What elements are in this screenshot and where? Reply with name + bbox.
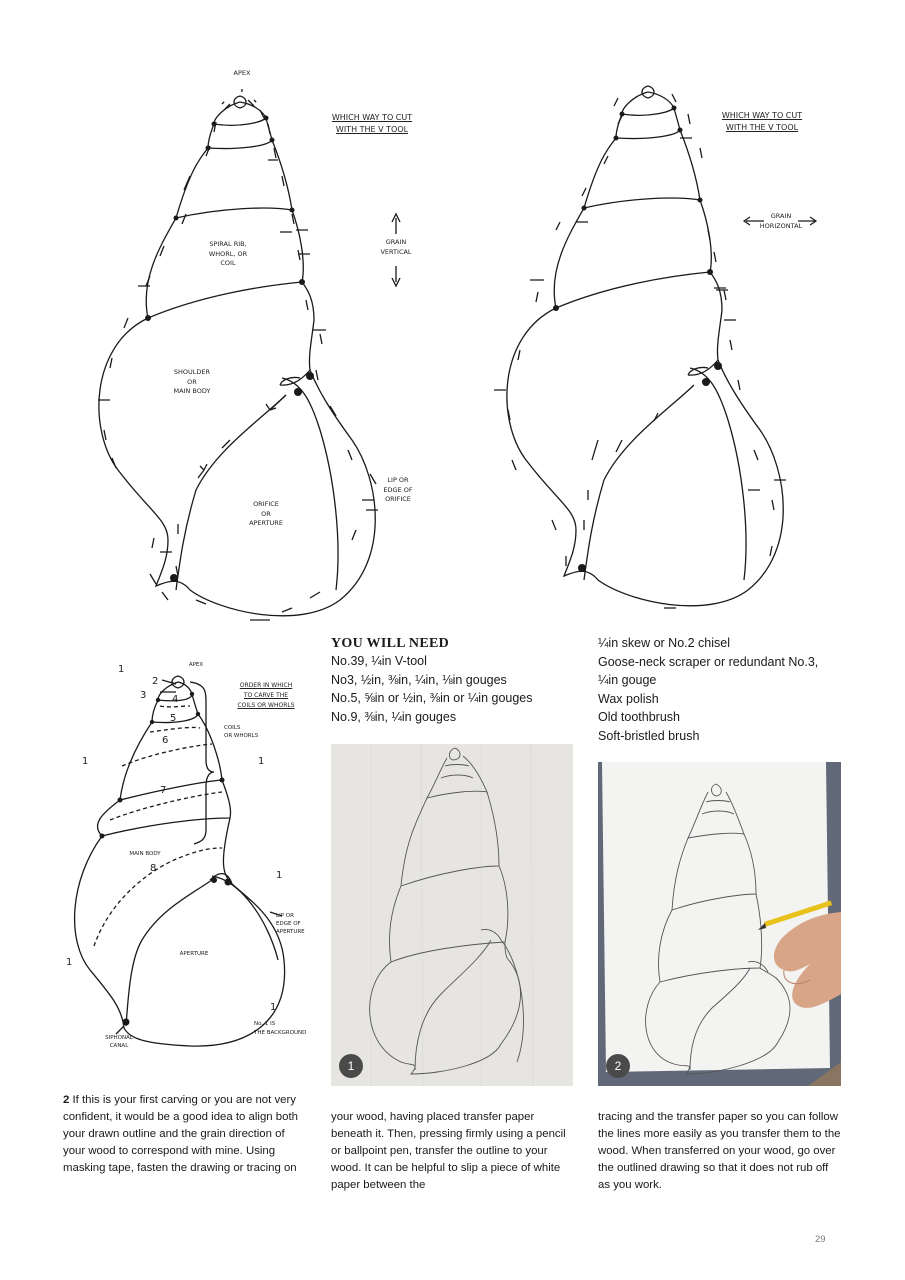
body-text-1: If this is your first carving or you are not very confident, it would be a good idea to align both your drawn outline and the grain direction of your wood to correspond with mine. Using masking tape, fasten the drawing or tracing on [63,1094,298,1174]
label-lip-orifice [376,476,420,505]
tool-item: No.5, ⅝in or ½in, ⅜in or ¼in gouges [331,691,533,705]
order-number: 8 [150,863,157,874]
label-apex-3: APEX [188,662,204,668]
you-will-need-heading: YOU WILL NEED [331,636,450,651]
spiral-line-1: SPIRAL RIB, [209,240,247,248]
order-number: 1 [82,756,89,767]
order-number: 1 [118,664,125,675]
orifice-line-1: ORIFICE [253,500,279,508]
lip-line-1: LIP OR [387,476,409,484]
grain2-line-1: GRAIN [770,212,792,220]
shoulder-line-3: MAIN BODY [173,387,211,395]
tool-item: Goose-neck scraper or redundant No.3, [598,654,819,669]
lip3-line-3: APERTURE [276,929,305,935]
lip3-line-2: EDGE OF [276,921,301,927]
body-text-column-2: your wood, having placed transfer paper beneath it. Then, pressing firmly using a pencil or ballpoint pen, transfer the outline to your wood. It can be helpful to slip a piece of white paper between the [331,1111,566,1191]
shoulder-line-1: SHOULDER [173,368,211,376]
order-number: 1 [270,1002,277,1013]
order-number: 1 [66,957,73,968]
tool-item: Old toothbrush [598,710,680,724]
order-line-3: COILS OR WHORLS [237,702,295,709]
lip-line-3: ORIFICE [385,495,411,503]
lip-line-2: EDGE OF [383,485,413,494]
label-grain-horizontal [756,212,806,231]
label-coils [224,724,264,740]
step-number: 2 [63,1094,70,1106]
title-line-2: WITH THE V TOOL [335,125,409,134]
order-line-1: ORDER IN WHICH [239,682,293,689]
title2-line-2: WITH THE V TOOL [725,123,799,132]
order-number: 1 [276,870,283,881]
lip3-line-1: LIP OR [276,913,294,919]
order-line-2: TO CARVE THE [243,692,289,699]
order-number: 3 [140,690,147,701]
photo-tracing-with-pencil [598,762,841,1086]
label-background [254,1020,310,1038]
photo-1-illustration [331,744,573,1086]
shell-outline-horizontal-grain [494,86,786,608]
grain-line-1: GRAIN [385,238,407,246]
order-number: 5 [170,713,177,724]
shoulder-line-2: OR [187,377,197,386]
tool-item: No3, ½in, ⅜in, ¼in, ⅛in gouges [331,672,507,687]
tools-list-left [331,652,533,726]
coils-line-1: COILS [224,725,241,731]
tool-item: Wax polish [598,691,659,706]
title2-line-1: WHICH WAY TO CUT [721,111,803,120]
tool-item: No.39, ¼in V-tool [331,654,427,668]
orifice-line-2: OR [261,509,271,518]
grain2-line-2: HORIZONTAL [759,221,803,230]
tool-item: Soft-bristled brush [598,728,700,743]
tool-item: ¼in gouge [598,673,657,687]
photo-2-badge: 2 [606,1054,630,1078]
photo-1-badge: 1 [339,1054,363,1078]
page-number: 29 [815,1234,826,1245]
coils-line-2: OR WHORLS [224,733,259,739]
shell-outline-cut-direction [98,86,400,620]
bg-line-2: THE BACKGROUND [254,1030,307,1036]
label-order [234,681,298,711]
order-number: 4 [172,694,179,705]
body-text-column-1 [63,1092,299,1177]
tools-list-right [598,634,818,745]
spiral-line-2: WHORL, OR [208,249,248,258]
bg-line-1: No. 1 IS [254,1021,276,1027]
tool-item: No.9, ⅜in, ¼in gouges [331,709,457,724]
orifice-line-3: APERTURE [249,519,283,527]
label-apex: APEX [233,69,251,77]
label-siphonal-canal [102,1034,136,1050]
title-line-1: WHICH WAY TO CUT [331,113,413,122]
spiral-line-3: COIL [220,259,236,267]
label-grain-vertical [376,238,416,257]
order-number: 6 [162,735,169,746]
order-number: 1 [258,756,265,767]
grain-line-2: VERTICAL [380,247,412,256]
siph-line-2: CANAL [109,1043,129,1049]
label-shoulder [162,368,222,397]
label-which-way-to-cut-2 [712,110,812,134]
label-main-body: MAIN BODY [129,851,161,857]
label-spiral-rib [198,240,258,269]
tool-item: ¼in skew or No.2 chisel [598,636,731,650]
siph-line-1: SIPHONAL [105,1035,133,1041]
photo-2-illustration [598,762,841,1086]
order-number: 7 [160,785,167,796]
label-aperture: APERTURE [179,951,209,957]
label-orifice [236,500,296,529]
body-text-column-3: tracing and the transfer paper so you can follow the lines more easily as you transfer them to the wood. When transferred on your wood, go over the outlined drawing so that it does not rub off as you work. [598,1111,841,1191]
order-number: 2 [152,676,159,687]
label-which-way-to-cut-1 [322,112,422,136]
label-lip-aperture [276,912,316,936]
photo-drawing-on-wood [331,744,573,1086]
